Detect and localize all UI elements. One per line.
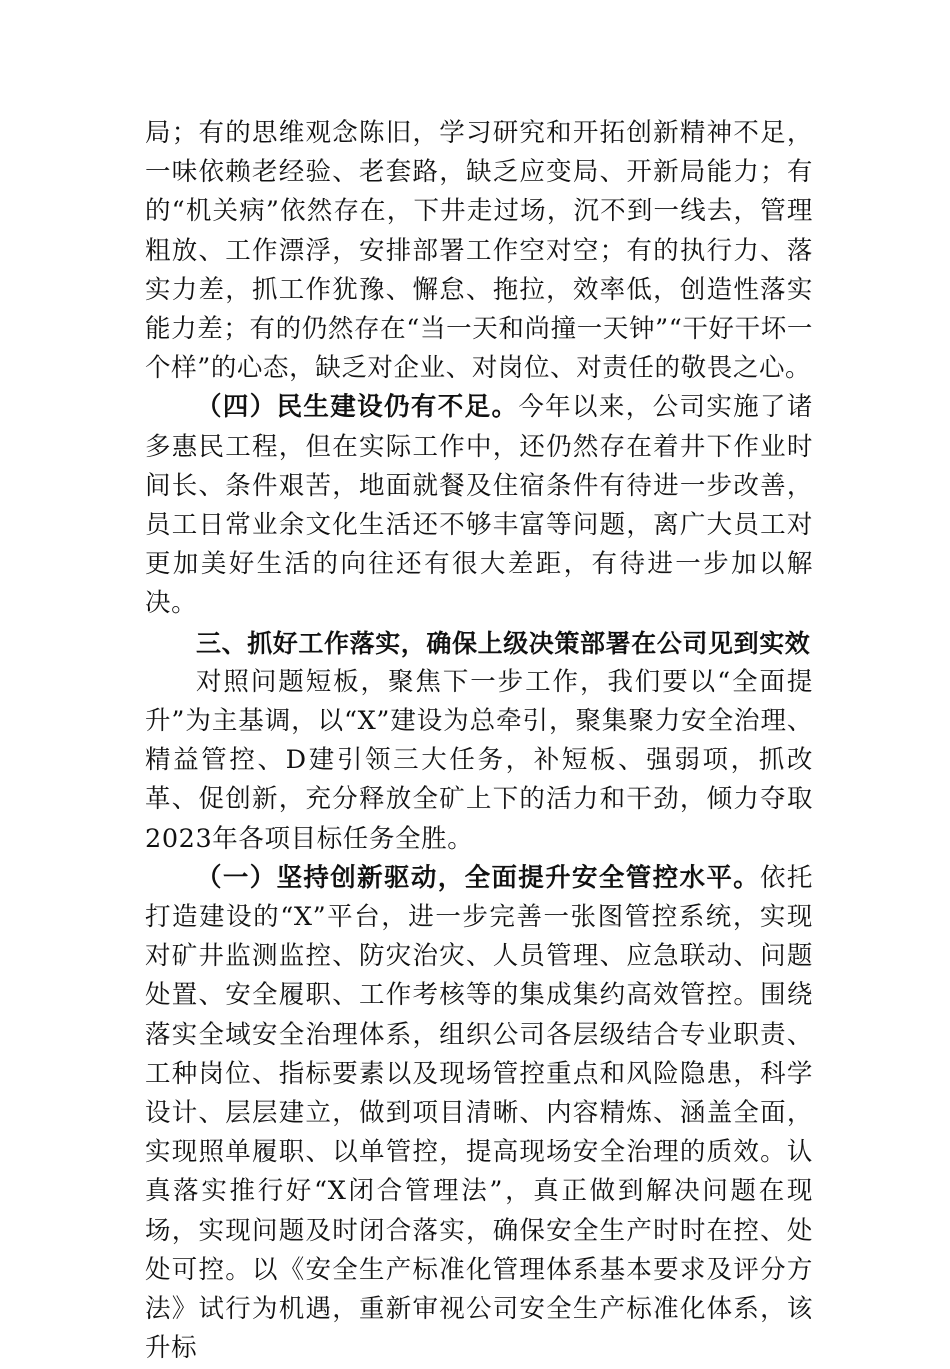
paragraph-intro: 对照问题短板，聚焦下一步工作，我们要以“全面提升”为主基调，以“X”建设为总牵引，聚集聚力安全治理、精益管控、D建引领三大任务，补短板、强弱项，抓改革、促创新，充分释放全矿上下的活力和干劲，倾力夺取2023年各项目标任务全胜。 — [145, 666, 813, 854]
document-body — [145, 114, 813, 1369]
paragraph-livelihood — [145, 388, 813, 623]
paragraph-continued: 局；有的思维观念陈旧，学习研究和开拓创新精神不足，一味依赖老经验、老套路，缺乏应变局、开新局能力；有的“机关病”依然存在，下井走过场，沉不到一线去，管理粗放、工作漂浮，安排部署工作空对空；有的执行力、落实力差，抓工作犹豫、懈怠、拖拉，效率低，创造性落实能力差；有的仍然存在“当一天和尚撞一天钟”“干好干坏一个样”的心态，缺乏对企业、对岗位、对责任的敬畏之心。 — [145, 118, 813, 384]
subheading-innovation: （一）坚持创新驱动，全面提升安全管控水平。 — [196, 862, 761, 893]
paragraph-livelihood-body: 今年以来，公司实施了诸多惠民工程，但在实际工作中，还仍然存在着井下作业时间长、条件艰苦，地面就餐及住宿条件有待进一步改善，员工日常业余文化生活还不够丰富等问题，离广大员工对更加美好生活的向往还有很大差距，有待进一步加以解决。 — [145, 392, 813, 619]
subheading-livelihood: （四）民生建设仍有不足。 — [196, 392, 519, 423]
paragraph-innovation-body: 依托打造建设的“X”平台，进一步完善一张图管控系统，实现对矿井监测监控、防灾治灾、人员管理、应急联动、问题处置、安全履职、工作考核等的集成集约高效管控。围绕落实全域安全治理体系，组织公司各层级结合专业职责、工种岗位、指标要素以及现场管控重点和风险隐患，科学设计、层层建立，做到项目清晰、内容精炼、涵盖全面，实现照单履职、以单管控，提高现场安全治理的质效。认真落实推行好“X闭合管理法”，真正做到解决问题在现场，实现问题及时闭合落实，确保安全生产时时在控、处处可控。以《安全生产标准化管理体系基本要求及评分方法》试行为机遇，重新审视公司安全生产标准化体系，该升标 — [145, 862, 813, 1364]
section-heading-3: 三、抓好工作落实，确保上级决策部署在公司见到实效 — [196, 628, 811, 658]
paragraph-innovation — [145, 859, 813, 1369]
